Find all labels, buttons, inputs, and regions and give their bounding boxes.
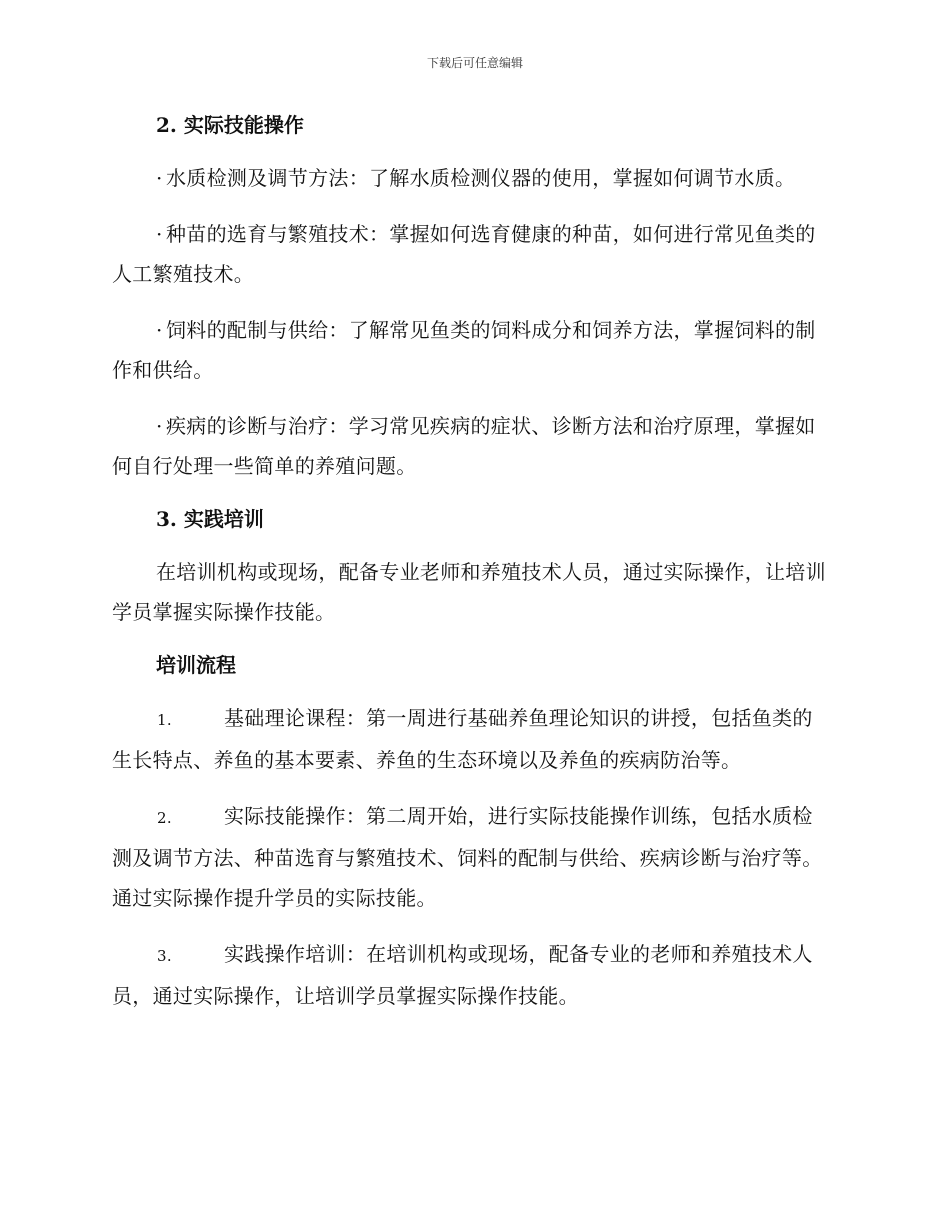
bullet-mark: · [156, 222, 163, 246]
bullet-paragraph [112, 406, 832, 486]
bullet-paragraph [112, 214, 832, 294]
item-text: 实践操作培训：在培训机构或现场，配备专业的老师和养殖技术人员，通过实际操作，让培训学员掌握实际操作技能。 [112, 942, 813, 1008]
bullet-mark: · [156, 318, 163, 342]
document-body [112, 108, 832, 1032]
numbered-item [112, 698, 832, 780]
item-number: 3. [157, 947, 172, 965]
item-text: 基础理论课程：第一周进行基础养鱼理论知识的讲授，包括鱼类的生长特点、养鱼的基本要素、养鱼的生态环境以及养鱼的疾病防治等。 [112, 706, 813, 772]
page-header: 下载后可任意编辑 [426, 56, 523, 70]
bullet-text: 饲料的配制与供给：了解常见鱼类的饲料成分和饲养方法，掌握饲料的制作和供给。 [112, 318, 816, 382]
bullet-text: 水质检测及调节方法：了解水质检测仪器的使用，掌握如何调节水质。 [166, 166, 796, 190]
bullet-paragraph [112, 158, 832, 198]
section-heading-practice: 3. 实践培训 [156, 507, 264, 531]
section-heading-process: 培训流程 [156, 653, 236, 677]
item-number: 2. [157, 809, 172, 827]
bullet-mark: · [156, 414, 163, 438]
section-heading-skills: 2. 实际技能操作 [156, 113, 304, 137]
bullet-paragraph [112, 310, 832, 390]
numbered-item [112, 796, 832, 918]
bullet-mark: · [156, 166, 163, 190]
item-text: 实际技能操作：第二周开始，进行实际技能操作训练，包括水质检测及调节方法、种苗选育与繁殖技术、饲料的配制与供给、疾病诊断与治疗等。通过实际操作提升学员的实际技能。 [112, 804, 823, 910]
item-number: 1. [157, 711, 172, 729]
bullet-text: 疾病的诊断与治疗：学习常见疾病的症状、诊断方法和治疗原理，掌握如何自行处理一些简单的养殖问题。 [112, 414, 816, 478]
numbered-item [112, 934, 832, 1016]
bullet-text: 种苗的选育与繁殖技术：掌握如何选育健康的种苗，如何进行常见鱼类的人工繁殖技术。 [112, 222, 816, 286]
body-paragraph: 在培训机构或现场，配备专业老师和养殖技术人员，通过实际操作，让培训学员掌握实际操作技能。 [112, 560, 826, 624]
